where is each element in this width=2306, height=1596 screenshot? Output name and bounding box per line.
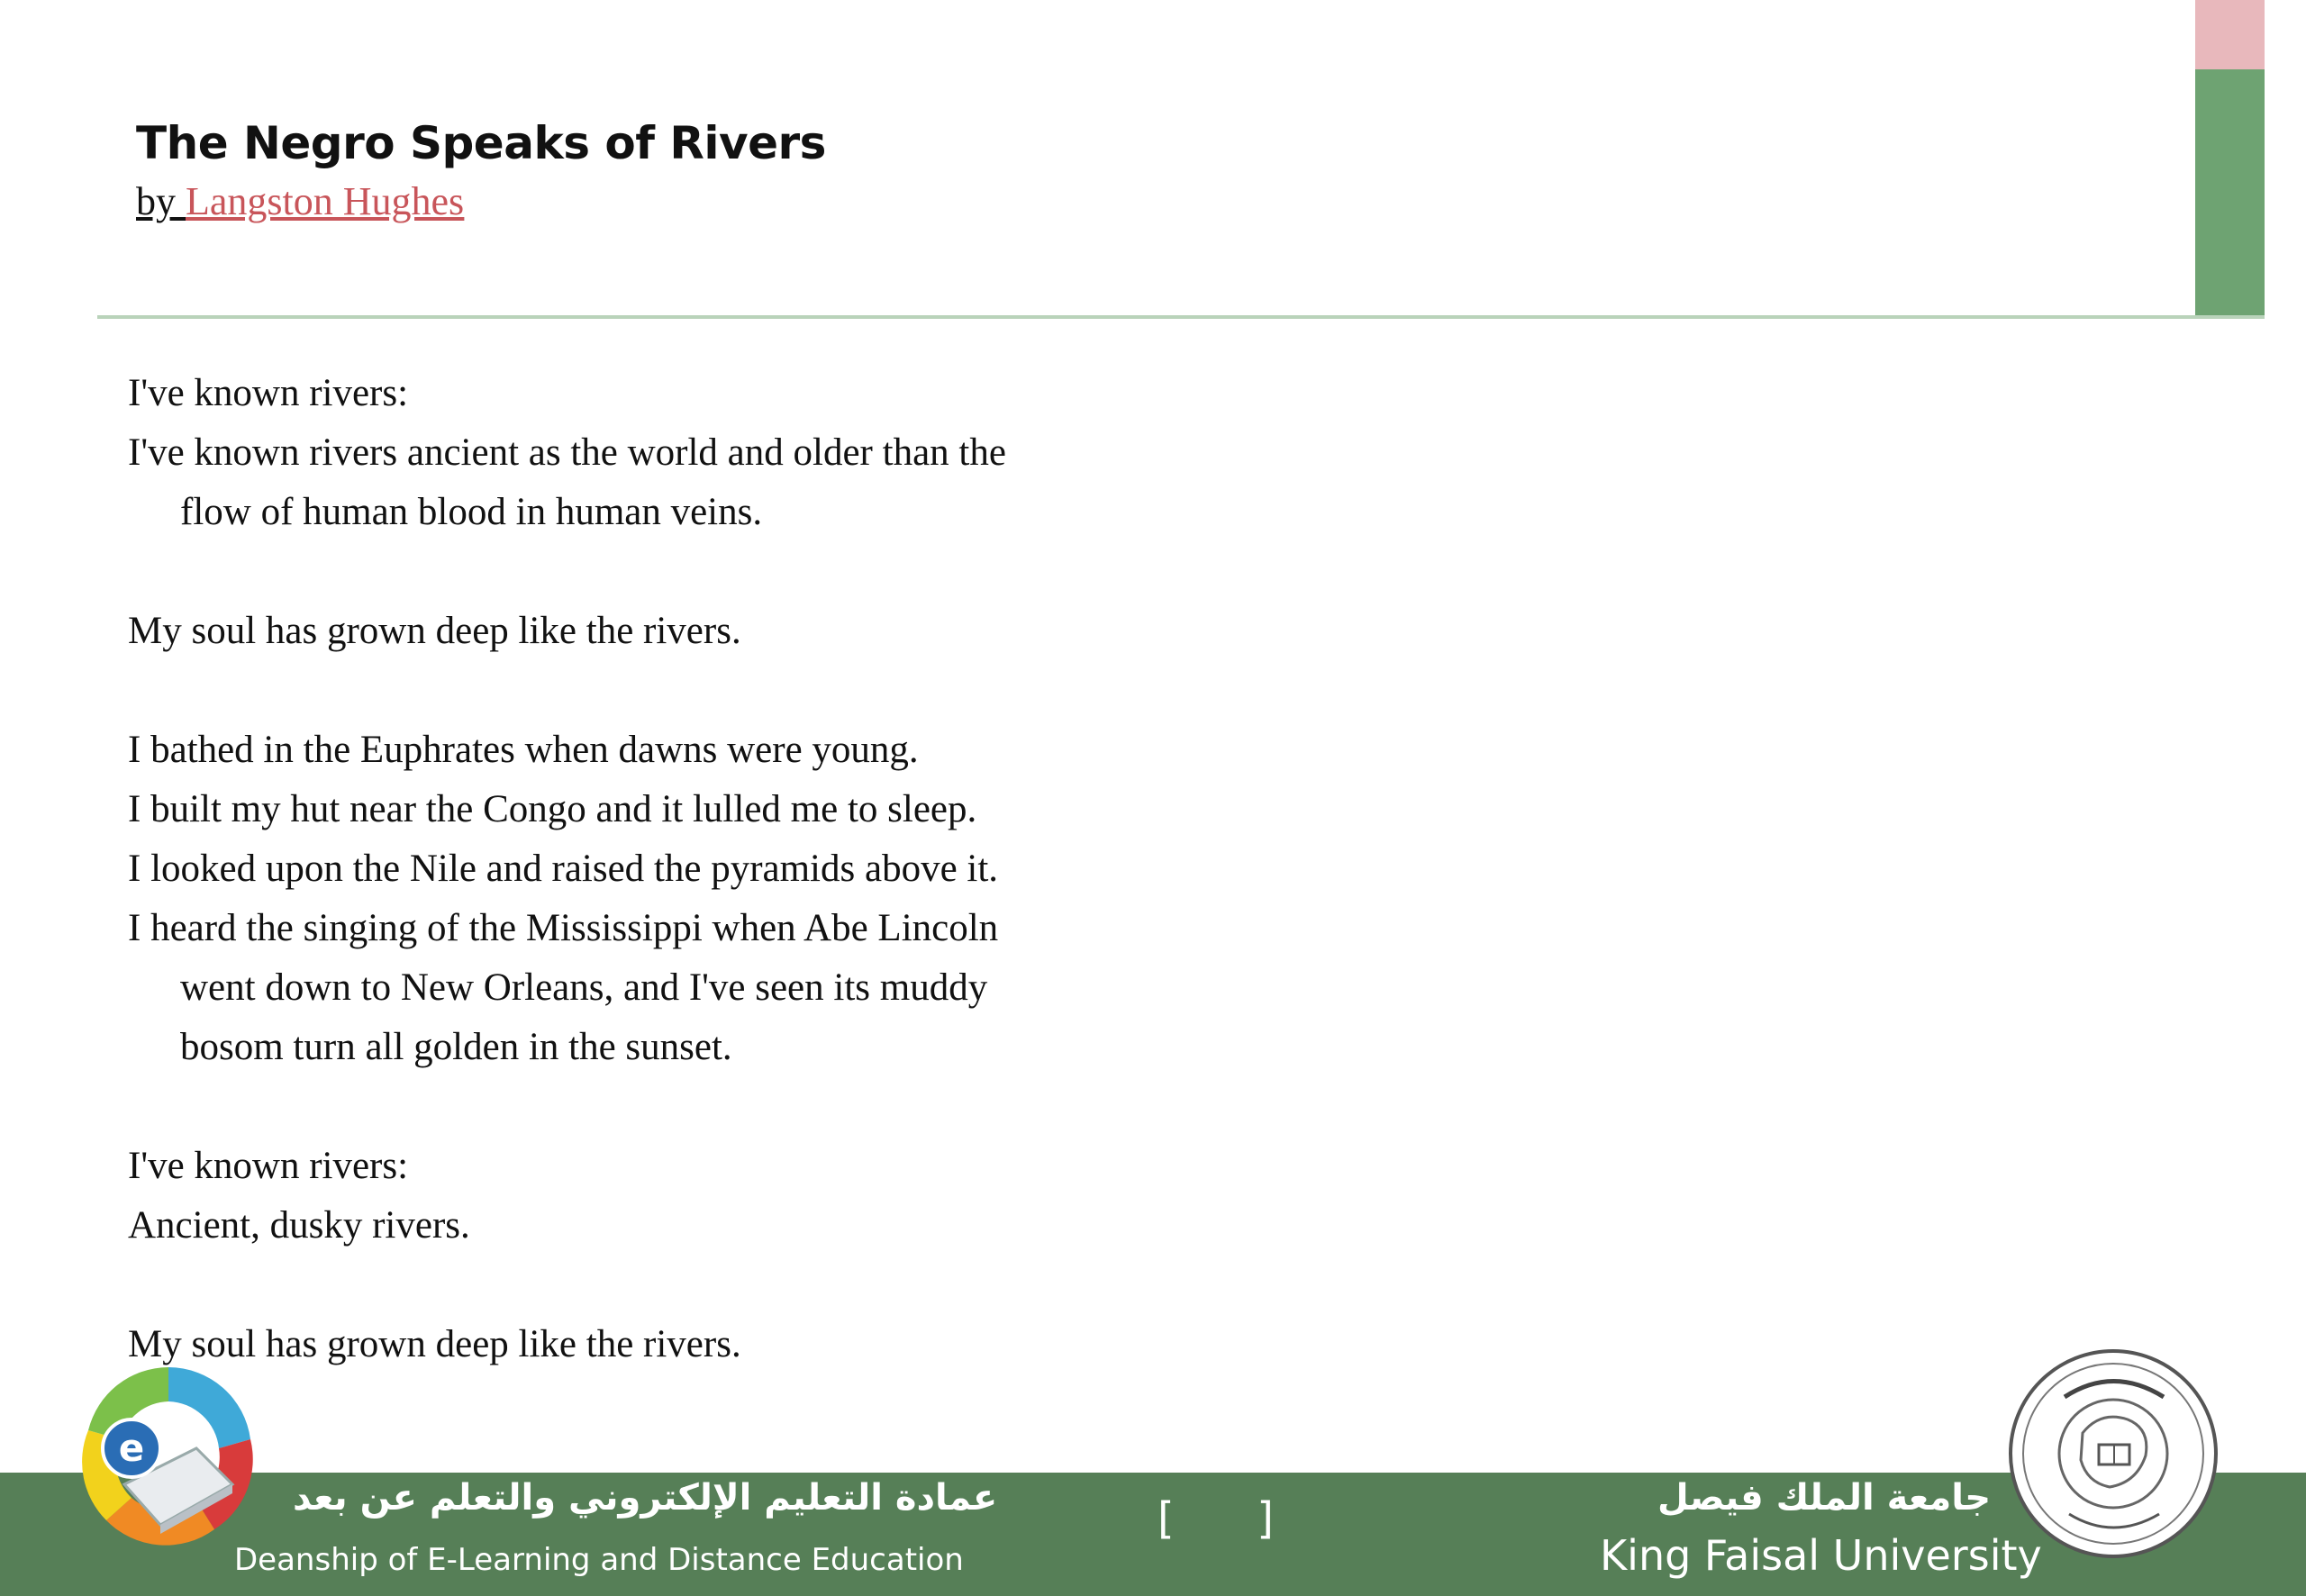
poem-title: The Negro Speaks of Rivers — [136, 117, 826, 169]
poem-line: I've known rivers: — [128, 372, 409, 414]
corner-accent-pink — [2195, 0, 2265, 69]
poem-body — [128, 364, 1006, 1374]
deanship-arabic: عمادة التعليم الإلكتروني والتعلم عن بعد — [293, 1477, 998, 1519]
byline-prefix: by — [136, 179, 186, 223]
page-number: [ ] — [1158, 1493, 1274, 1544]
poem-line: My soul has grown deep like the rivers. — [128, 610, 741, 652]
stanza-break — [128, 1077, 1006, 1137]
poem-line: Ancient, dusky rivers. — [128, 1204, 470, 1247]
university-arabic: جامعة الملك فيصل — [1657, 1477, 1992, 1519]
author-link[interactable]: Langston Hughes — [186, 179, 465, 223]
stanza-break — [128, 661, 1006, 721]
poem-line: I heard the singing of the Mississippi when Abe Lincoln — [128, 907, 999, 949]
poem-line: I've known rivers: — [128, 1145, 409, 1187]
poem-line: I built my hut near the Congo and it lulled me to sleep. — [128, 788, 977, 830]
poem-line: bosom turn all golden in the sunset. — [180, 1026, 732, 1068]
poem-line: I looked upon the Nile and raised the pyramids above it. — [128, 848, 999, 890]
stanza-break — [128, 542, 1006, 602]
e-learning-logo-icon — [70, 1349, 267, 1562]
svg-text:e: e — [118, 1426, 145, 1470]
poem-line: flow of human blood in human veins. — [180, 491, 763, 533]
poem-line: My soul has grown deep like the rivers. — [128, 1323, 741, 1365]
corner-accent-green — [2195, 69, 2265, 318]
university-english: King Faisal University — [1600, 1531, 2042, 1580]
title-divider — [97, 315, 2265, 319]
poem-line: went down to New Orleans, and I've seen its muddy — [180, 966, 988, 1009]
poem-line: I bathed in the Euphrates when dawns were young. — [128, 729, 919, 771]
deanship-english: Deanship of E-Learning and Distance Education — [234, 1542, 964, 1578]
stanza-break — [128, 1256, 1006, 1315]
poem-line: I've known rivers ancient as the world and older than the — [128, 431, 1006, 474]
university-seal-icon — [2002, 1347, 2225, 1560]
byline — [136, 178, 464, 224]
